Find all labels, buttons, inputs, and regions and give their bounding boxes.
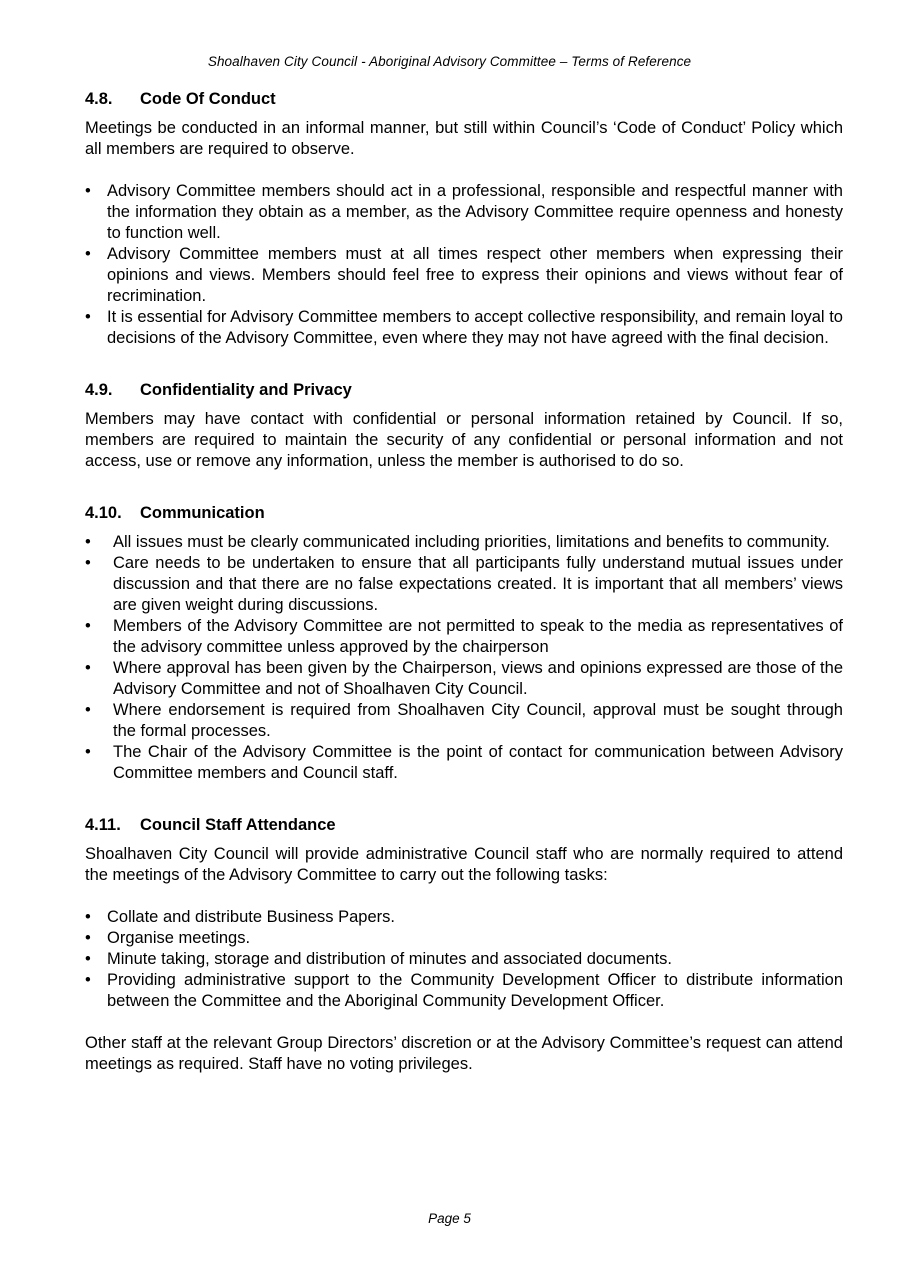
page-content	[85, 88, 843, 1075]
section-title: Council Staff Attendance	[140, 816, 336, 834]
bullet-icon: •	[85, 908, 91, 926]
section-paragraph: Shoalhaven City Council will provide administrative Council staff who are normally required to attend the meetings of the Advisory Committee to carry out the following tasks:	[85, 845, 843, 884]
section-title: Communication	[140, 504, 265, 522]
bullet-icon: •	[85, 533, 91, 551]
section-title: Confidentiality and Privacy	[140, 381, 352, 399]
list-item: • Organise meetings.	[85, 929, 251, 947]
list-item: • Members of the Advisory Committee are not permitted to speak to the media as representatives of the advisory committee unless approved by the chairperson	[85, 617, 843, 656]
bullet-icon: •	[85, 971, 91, 989]
list-item: • Minute taking, storage and distribution of minutes and associated documents.	[85, 950, 672, 968]
page-number: Page 5	[428, 1211, 471, 1226]
section-title: Code Of Conduct	[140, 90, 276, 108]
section-paragraph: Meetings be conducted in an informal manner, but still within Council’s ‘Code of Conduct’ Policy which all members are required to observe.	[85, 119, 843, 158]
section-paragraph: Members may have contact with confidential or personal information retained by Council. If so, members are required to maintain the security of any confidential or personal information and not access, use or remove any information, unless the member is authorised to do so.	[85, 410, 843, 470]
bullet-icon: •	[85, 743, 91, 761]
bullet-list	[85, 907, 843, 1012]
list-item: • Where endorsement is required from Shoalhaven City Council, approval must be sought through the formal processes.	[85, 701, 843, 740]
list-item: • Advisory Committee members should act in a professional, responsible and respectful manner with the information they obtain as a member, as the Advisory Committee require openness and honesty to function well.	[85, 182, 843, 242]
bullet-icon: •	[85, 308, 91, 326]
list-item: • All issues must be clearly communicated including priorities, limitations and benefits to community.	[85, 533, 830, 551]
list-item: • Advisory Committee members must at all times respect other members when expressing their opinions and views. Members should feel free to express their opinions and views without fear of recrimination.	[85, 245, 843, 305]
section-heading	[85, 502, 843, 524]
bullet-icon: •	[85, 617, 91, 635]
bullet-icon: •	[85, 245, 91, 263]
list-item: • Where approval has been given by the Chairperson, views and opinions expressed are those of the Advisory Committee and not of Shoalhaven City Council.	[85, 659, 843, 698]
section-heading	[85, 88, 843, 110]
bullet-icon: •	[85, 929, 91, 947]
bullet-list	[85, 181, 843, 349]
list-item: • Care needs to be undertaken to ensure that all participants fully understand mutual issues under discussion and that there are no false expectations created. It is important that all members’ views are given weight during discussions.	[85, 554, 843, 614]
bullet-icon: •	[85, 659, 91, 677]
list-item: • The Chair of the Advisory Committee is the point of contact for communication between Advisory Committee members and Council staff.	[85, 743, 843, 782]
running-header: Shoalhaven City Council - Aboriginal Advisory Committee – Terms of Reference	[207, 54, 692, 69]
bullet-icon: •	[85, 554, 91, 572]
section-number: 4.11.	[85, 816, 121, 834]
section-number: 4.10.	[85, 504, 122, 522]
section-number: 4.8.	[85, 90, 113, 108]
section-heading	[85, 379, 843, 401]
list-item: • It is essential for Advisory Committee members to accept collective responsibility, and remain loyal to decisions of the Advisory Committee, even where they may not have agreed with the final decision.	[85, 308, 843, 347]
section-number: 4.9.	[85, 381, 113, 399]
bullet-list	[85, 532, 843, 784]
list-item: • Providing administrative support to the Community Development Officer to distribute information between the Committee and the Aboriginal Community Development Officer.	[85, 971, 843, 1010]
bullet-icon: •	[85, 701, 91, 719]
bullet-icon: •	[85, 182, 91, 200]
section-heading	[85, 814, 843, 836]
list-item: • Collate and distribute Business Papers.	[85, 908, 395, 926]
closing-paragraph: Other staff at the relevant Group Directors’ discretion or at the Advisory Committee’s request can attend meetings as required. Staff have no voting privileges.	[85, 1034, 843, 1073]
bullet-icon: •	[85, 950, 91, 968]
section-staff-attendance	[85, 814, 843, 1075]
section-code-of-conduct	[85, 88, 843, 349]
section-communication	[85, 502, 843, 784]
section-confidentiality	[85, 379, 843, 472]
